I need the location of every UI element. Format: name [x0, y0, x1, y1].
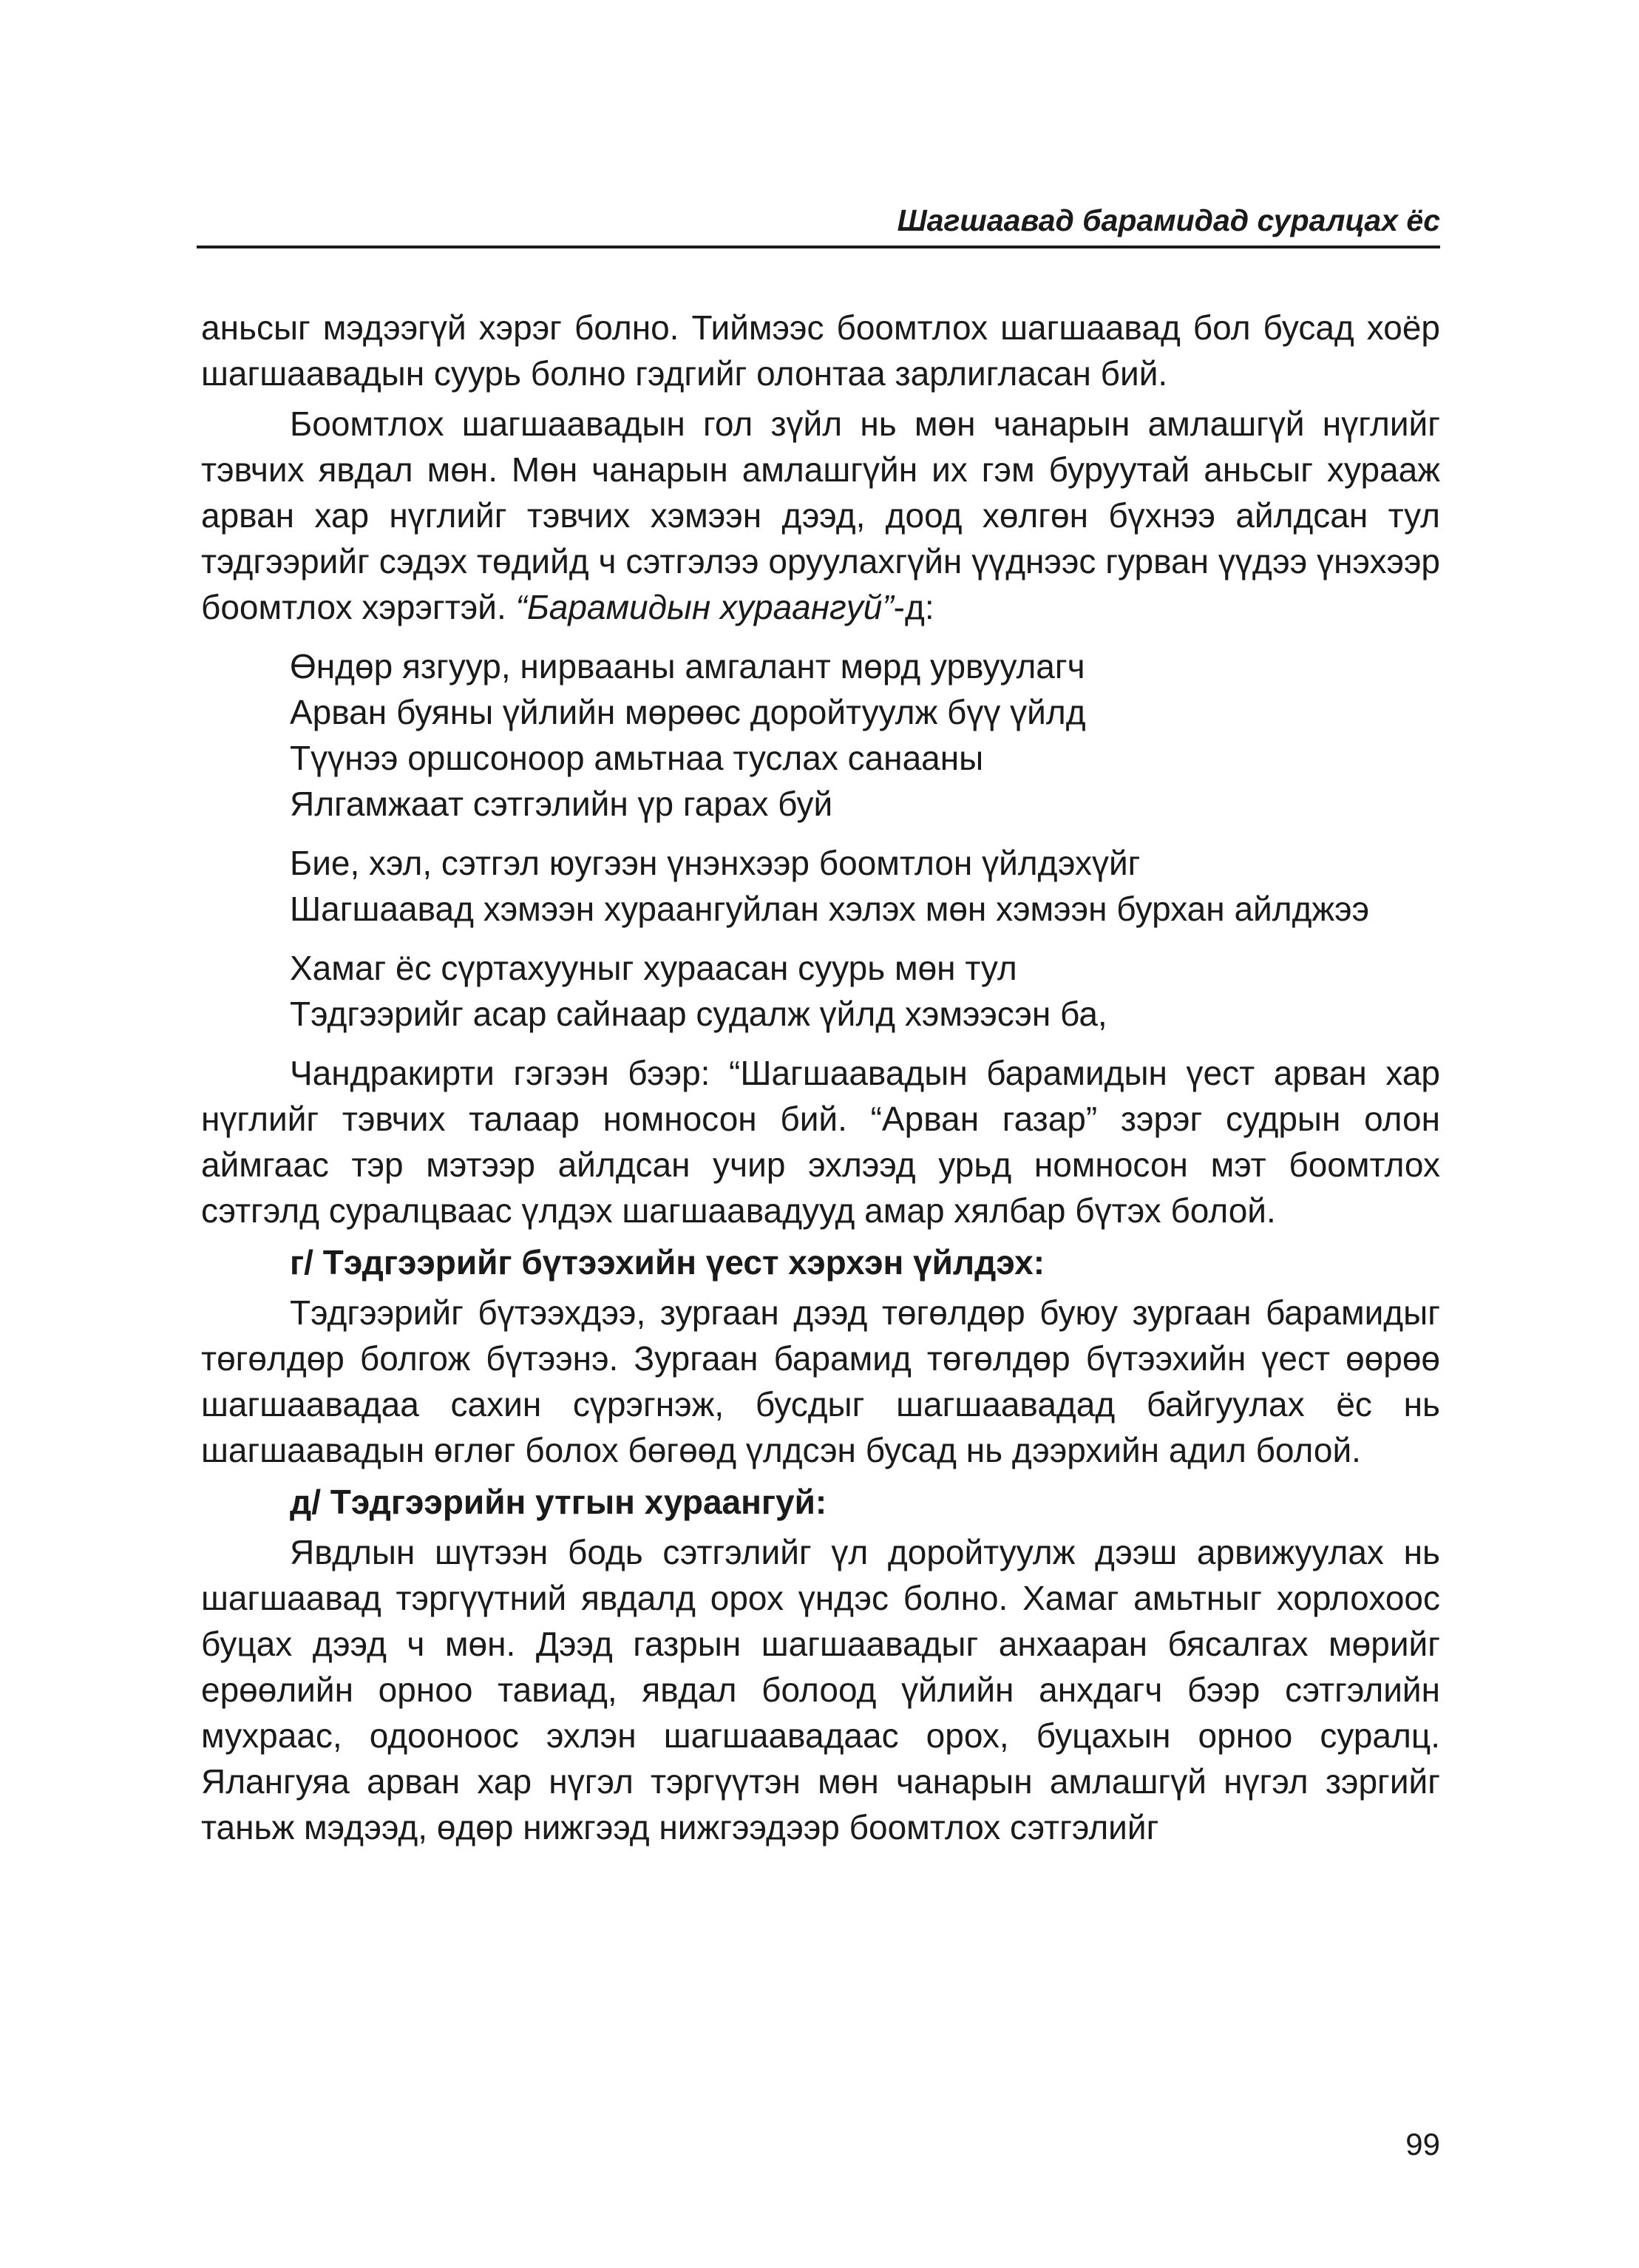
running-title: Шагшаавад барамидад суралцах ёс [897, 203, 1440, 237]
verse-stanza-1 [201, 643, 1440, 827]
section-heading-d: д/ Тэдгээрийн утгын хураангуй: [290, 1483, 827, 1521]
paragraph-section-d: Явдлын шүтээн бодь сэтгэлийг үл доройтуулж дээш арвижуулах нь шагшаавад тэргүүтний явдалд орох үндэс болно. Хамаг амьтныг хорлохоос буцах дээд ч мөн. Дээд газрын шагшаавадыг анхааран бясалгах мөрийг ерөөлийн орноо тавиад, явдал болоод үйлийн анхдагч бээр сэтгэлийн мухраас, одооноос эхлэн шагшаавадаас орох, буцахын орноо суралц. Ялангуяа арван хар нүгэл тэргүүтэн мөн чанарын амлашгүй нүгэл зэргийг таньж мэдээд, өдөр нижгээд нижгээдээр боомтлох сэтгэлийг [201, 1533, 1440, 1846]
paragraph-chandrakirti-quote: Чандракирти гэгээн бээр: “Шагшаавадын барамидын үест арван хар нүглийг тэвчих талаар номносон бий. “Арван газар” зэрэг судрын олон аймгаас тэр мэтээр айлдсан учир эхлээд урьд номносон мэт боомтлох сэтгэлд суралцваас үлдэх шагшаавадууд амар хялбар бүтэх болой. [201, 1054, 1440, 1230]
paragraph-continuation: аньсыг мэдээгүй хэрэг болно. Тиймээс боомтлох шагшаавад бол бусад хоёр шагшаавадын суурь болно гэдгийг олонтаа зарлигласан бий. [201, 308, 1440, 393]
verse-stanza-3 [201, 945, 1440, 1037]
paragraph-text: Боомтлох шагшаавадын гол зүйл нь мөн чанарын амлашгүй нүглийг тэвчих явдал мөн. Мөн чанарын амлашгүйн их гэм буруутай аньсыг хурааж арван хар нүглийг тэвчих хэмээн дээд, доод хөлгөн бүхнээ айлдсан тул тэдгээрийг сэдэх төдийд ч сэтгэлээ оруулахгүйн үүднээс гурван үүдээ үнэхээр боомтлох хэрэгтэй. [201, 404, 1440, 626]
verse-line: Өндөр язгуур, нирвааны амгалант мөрд урвуулагч [290, 647, 1085, 686]
verse-line: Шагшаавад хэмээн хураангуйлан хэлэх мөн хэмээн бурхан айлджээ [290, 890, 1370, 928]
page-body [201, 305, 1440, 1850]
section-heading-g: г/ Тэдгээрийг бүтээхийн үест хэрхэн үйлдэх: [290, 1243, 1045, 1282]
paragraph-main-point [201, 401, 1440, 630]
verse-line: Бие, хэл, сэтгэл юугээн үнэнхээр боомтлон үйлдэхүйг [290, 844, 1141, 882]
verse-line: Тэдгээрийг асар сайнаар судалж үйлд хэмээсэн ба, [290, 995, 1107, 1033]
quoted-source-title: “Барамидын хураангуй” [515, 588, 894, 626]
paragraph-suffix: -д: [893, 588, 934, 626]
verse-line: Ялгамжаат сэтгэлийн үр гарах буй [290, 785, 833, 823]
page-number: 99 [1405, 2127, 1440, 2162]
verse-line: Хамаг ёс сүртахууныг хураасан суурь мөн тул [290, 949, 1017, 987]
paragraph-section-g: Тэдгээрийг бүтээхдээ, зургаан дээд төгөлдөр буюу зургаан барамидыг төгөлдөр болгож бүтээнэ. Зургаан барамид төгөлдөр бүтээхийн үест өөрөө шагшаавадаа сахин сүрэгнэж, бусдыг шагшаавадад байгуулах ёс нь шагшаавадын өглөг болох бөгөөд үлдсэн бусад нь дээрхийн адил болой. [201, 1293, 1440, 1469]
verse-line: Түүнээ оршсоноор амьтнаа туслах санааны [290, 739, 984, 777]
verse-stanza-2 [201, 840, 1440, 932]
running-header [197, 201, 1440, 248]
verse-line: Арван буяны үйлийн мөрөөс доройтуулж бүү үйлд [290, 693, 1086, 731]
